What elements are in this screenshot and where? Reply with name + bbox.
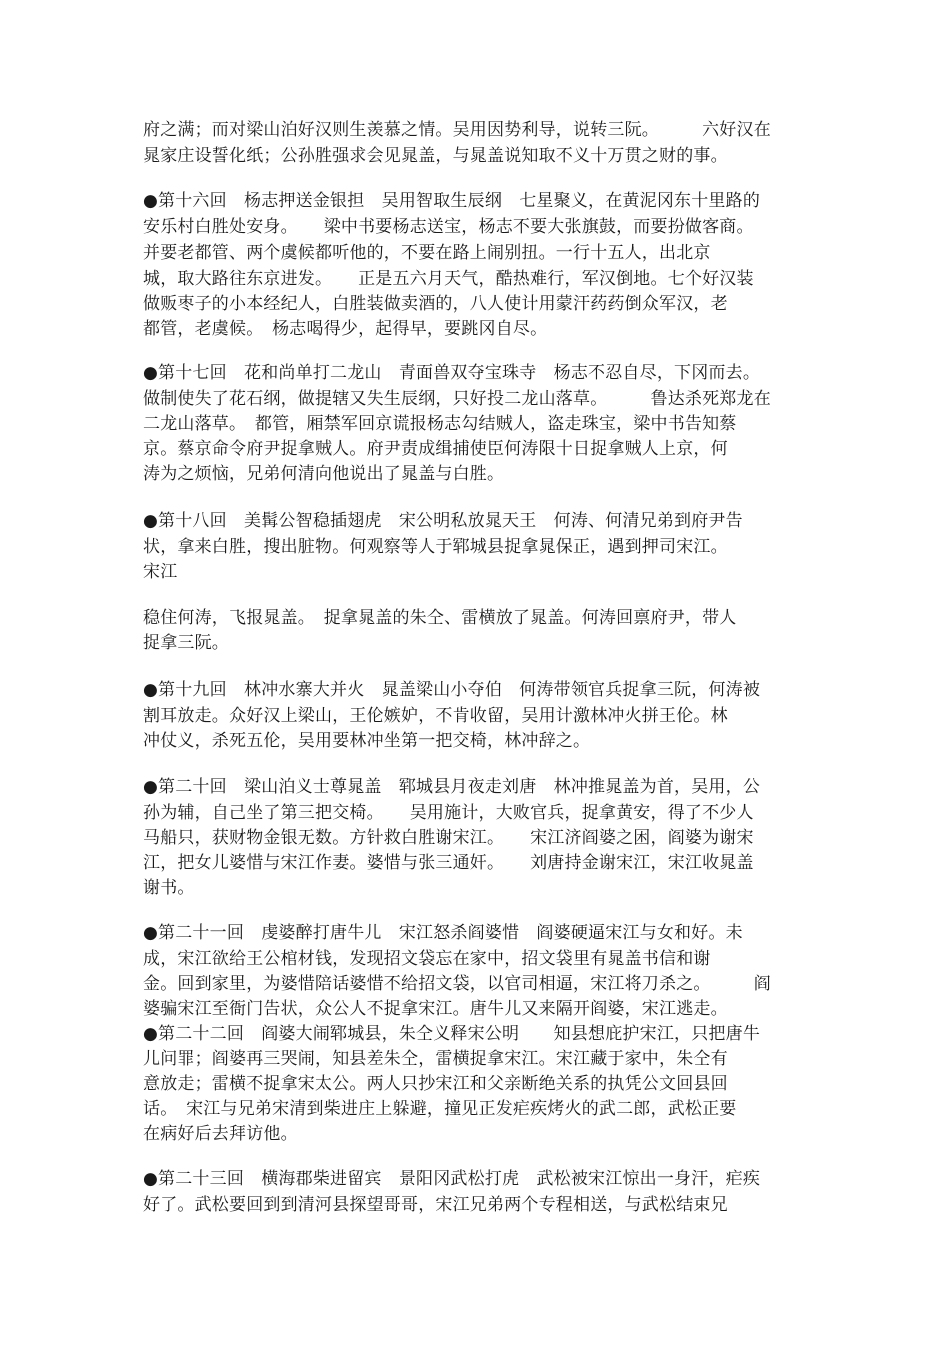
text-line: 做贩枣子的小本经纪人，白胜装做卖酒的，八人使计用蒙汗药药倒众军汉，老 xyxy=(143,294,728,314)
text-line: 捉拿三阮。 xyxy=(143,633,229,653)
text-line: ●第二十一回 虔婆醉打唐牛儿 宋江怒杀阎婆惜 阎婆硬逼宋江与女和好。未 xyxy=(143,923,743,943)
text-line: 意放走；雷横不捉拿宋太公。两人只抄宋江和父亲断绝关系的执凭公文回县回 xyxy=(143,1074,728,1094)
text-line: ●第二十二回 阎婆大闹郓城县，朱仝义释宋公明 知县想庇护宋江，只把唐牛 xyxy=(143,1024,761,1044)
text-line: ●第十八回 美髯公智稳插翅虎 宋公明私放晁天王 何涛、何清兄弟到府尹告 xyxy=(143,511,743,531)
text-line: 并要老都管、两个虞候都听他的，不要在路上闹别扭。一行十五人，出北京 xyxy=(143,243,711,263)
text-line: 好了。武松要回到到清河县探望哥哥，宋江兄弟两个专程相送，与武松结束兄 xyxy=(143,1195,728,1215)
text-line: ●第二十三回 横海郡柴进留宾 景阳冈武松打虎 武松被宋江惊出一身汗，疟疾 xyxy=(143,1169,761,1189)
text-line: 涛为之烦恼，兄弟何清向他说出了晁盖与白胜。 xyxy=(143,464,505,484)
text-line: 冲仗义，杀死五伦，吴用要林冲坐第一把交椅，林冲辞之。 xyxy=(143,731,591,751)
text-line: 都管，老虞候。 杨志喝得少，起得早，要跳冈自尽。 xyxy=(143,319,548,339)
text-line: 孙为辅，自己坐了第三把交椅。 吴用施计，大败官兵，捉拿黄安，得了不少人 xyxy=(143,803,754,823)
text-line: 宋江 xyxy=(143,562,178,582)
text-line: 京。蔡京命令府尹捉拿贼人。府尹责成缉捕使臣何涛限十日捉拿贼人上京，何 xyxy=(143,439,728,459)
text-line: 成，宋江欲给王公棺材钱，发现招文袋忘在家中，招文袋里有晁盖书信和谢 xyxy=(143,949,711,969)
text-line: 马船只，获财物金银无数。方针救白胜谢宋江。 宋江济阎婆之困，阎婆为谢宋 xyxy=(143,828,754,848)
text-line: 金。回到家里，为婆惜陪话婆惜不给招文袋，以官司相逼，宋江将刀杀之。 阎 xyxy=(143,974,771,994)
text-line: 话。 宋江与兄弟宋清到柴进庄上躲避，撞见正发疟疾烤火的武二郎，武松正要 xyxy=(143,1099,737,1119)
text-line: 在病好后去拜访他。 xyxy=(143,1124,298,1144)
text-line: 谢书。 xyxy=(143,878,195,898)
text-line: 二龙山落草。 都管，厢禁军回京谎报杨志勾结贼人，盗走珠宝，梁中书告知蔡 xyxy=(143,414,737,434)
text-line: 府之满；而对梁山泊好汉则生羡慕之情。吴用因势利导，说转三阮。 六好汉在 xyxy=(143,120,771,140)
text-line: 安乐村白胜处安身。 梁中书要杨志送宝，杨志不要大张旗鼓，而要扮做客商。 xyxy=(143,217,754,237)
text-line: ●第十七回 花和尚单打二龙山 青面兽双夺宝珠寺 杨志不忍自尽，下冈而去。 xyxy=(143,363,761,383)
text-line: 城，取大路往东京进发。 正是五六月天气，酷热难行，军汉倒地。七个好汉装 xyxy=(143,269,754,289)
text-line: ●第十六回 杨志押送金银担 吴用智取生辰纲 七星聚义，在黄泥冈东十里路的 xyxy=(143,191,761,211)
text-line: 江，把女儿婆惜与宋江作妻。婆惜与张三通奸。 刘唐持金谢宋江，宋江收晁盖 xyxy=(143,853,754,873)
text-line: 割耳放走。众好汉上梁山，王伦嫉妒，不肯收留，吴用计激林冲火拼王伦。林 xyxy=(143,706,728,726)
text-line: 晁家庄设誓化纸；公孙胜强求会见晁盖，与晁盖说知取不义十万贯之财的事。 xyxy=(143,146,728,166)
text-line: ●第十九回 林冲水寨大并火 晁盖梁山小夺伯 何涛带领官兵捉拿三阮，何涛被 xyxy=(143,680,761,700)
text-line: ●第二十回 梁山泊义士尊晁盖 郓城县月夜走刘唐 林冲推晁盖为首，吴用，公 xyxy=(143,777,761,797)
text-line: 做制使失了花石纲，做提辖又失生辰纲，只好投二龙山落草。 鲁达杀死郑龙在 xyxy=(143,389,771,409)
text-line: 婆骗宋江至衙门告状，众公人不捉拿宋江。唐牛儿又来隔开阎婆，宋江逃走。 xyxy=(143,999,728,1019)
text-line: 稳住何涛，飞报晁盖。 捉拿晁盖的朱仝、雷横放了晁盖。何涛回禀府尹，带人 xyxy=(143,608,737,628)
text-line: 儿问罪；阎婆再三哭闹，知县差朱仝，雷横捉拿宋江。宋江藏于家中，朱仝有 xyxy=(143,1049,728,1069)
text-line: 状，拿来白胜，搜出脏物。何观察等人于郓城县捉拿晁保正，遇到押司宋江。 xyxy=(143,537,728,557)
